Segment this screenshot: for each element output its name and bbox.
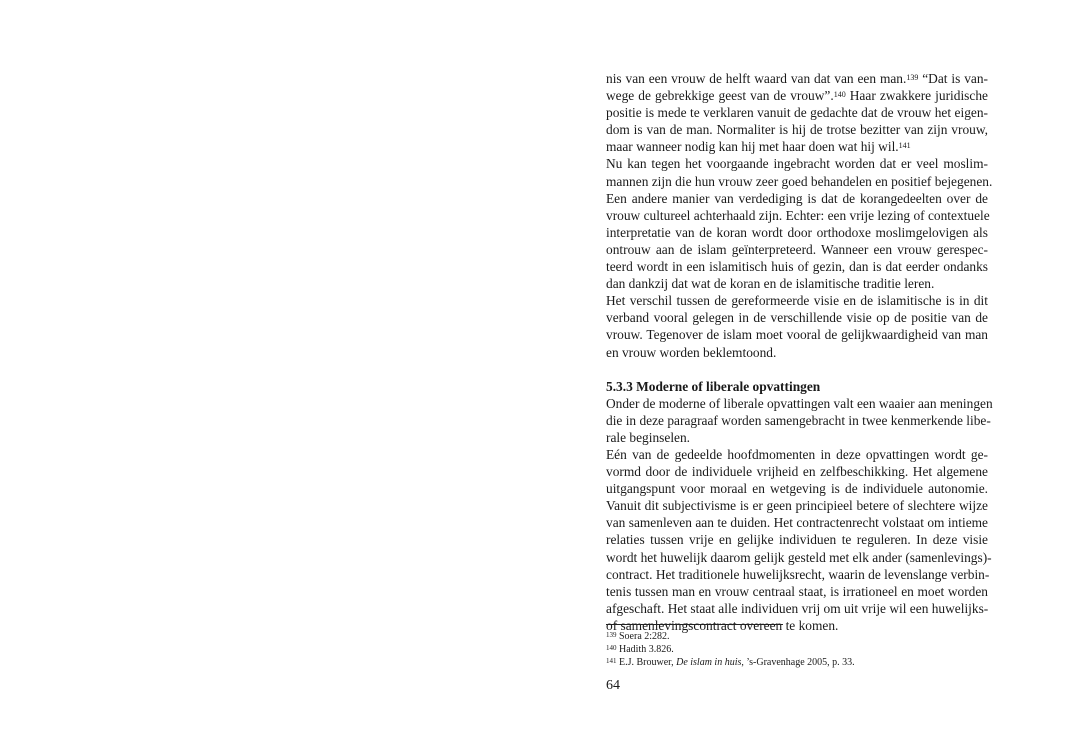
line-text: van samenleven aan te duiden. Het contractenrecht volstaat om intieme xyxy=(606,515,988,531)
line-text: Haar zwakkere juridische xyxy=(845,88,988,104)
line-text: Onder de moderne of liberale opvattingen valt een waaier aan meningen xyxy=(606,395,993,411)
line-text: vrouw. Tegenover de islam moet vooral de gelijkwaardigheid van man xyxy=(606,327,988,343)
text-line xyxy=(606,87,988,104)
text-line xyxy=(606,241,988,258)
paragraph xyxy=(606,70,988,155)
footnote xyxy=(606,630,988,643)
text-line xyxy=(606,190,988,207)
text-line xyxy=(606,583,988,600)
text-line xyxy=(606,224,988,241)
line-text: positie is mede te verklaren vanuit de gedachte dat de vrouw het eigen- xyxy=(606,105,988,121)
section-heading: 5.3.3 Moderne of liberale opvattingen xyxy=(606,378,821,394)
line-text: Vanuit dit subjectivisme is er geen principieel betere of slechtere wijze xyxy=(606,498,988,514)
line-text: contract. Het traditionele huwelijksrecht, waarin de levenslange verbin- xyxy=(606,566,990,582)
text-line xyxy=(606,173,993,190)
text-line xyxy=(606,70,988,87)
section-gap xyxy=(606,361,988,378)
line-text: relaties tussen vrije en gelijke individuen te reguleren. In deze visie xyxy=(606,532,988,548)
text-line xyxy=(606,258,988,275)
footnote-ref: 140 xyxy=(833,90,846,100)
line-text: dan dankzij dat wat de koran en de islamitische traditie leren. xyxy=(606,276,935,292)
text-line xyxy=(606,514,988,531)
line-text: wordt het huwelijk daarom gelijk gesteld met elk ander (samenlevings)- xyxy=(606,549,992,565)
text-line xyxy=(606,463,988,480)
footnote-book-title: De islam in huis xyxy=(676,657,742,668)
line-text: maar wanneer nodig kan hij met haar doen wat hij wil. xyxy=(606,139,899,155)
text-line xyxy=(606,155,988,172)
text-line xyxy=(606,138,988,155)
line-text: uitgangspunt voor moraal en wetgeving is de individuele autonomie. xyxy=(606,481,988,497)
line-text: nis van een vrouw de helft waard van dat van een man. xyxy=(606,71,907,86)
footnote-ref: 139 xyxy=(906,73,919,82)
line-text: “Dat is van- xyxy=(918,71,989,86)
footnote-ref: 141 xyxy=(898,141,911,151)
page-number: 64 xyxy=(606,678,620,693)
text-line xyxy=(606,480,988,497)
footnotes xyxy=(606,630,988,669)
text-line xyxy=(606,549,992,566)
footnote xyxy=(606,656,988,669)
text-line xyxy=(606,429,988,446)
footnote-text: E.J. Brouwer, xyxy=(616,657,677,668)
line-text: die in deze paragraaf worden samengebracht in twee kenmerkende libe- xyxy=(606,412,991,428)
footnote-text: , ’s-Gravenhage 2005, p. 33. xyxy=(741,657,855,668)
line-text: verband vooral gelegen in de verschillende visie op de positie van de xyxy=(606,310,988,326)
text-line xyxy=(606,446,988,463)
text-line xyxy=(606,531,988,548)
line-text: vrouw cultureel achterhaald zijn. Echter: een vrije lezing of contextuele xyxy=(606,207,990,223)
text-line xyxy=(606,566,988,583)
line-text: teerd wordt in een islamitisch huis of gezin, dan is dat eerder ondanks xyxy=(606,259,988,275)
paragraph xyxy=(606,292,988,360)
line-text: Eén van de gedeelde hoofdmomenten in deze opvattingen wordt ge- xyxy=(606,446,988,462)
line-text: en vrouw worden beklemtoond. xyxy=(606,344,777,360)
footnote xyxy=(606,643,988,656)
paragraph xyxy=(606,395,993,446)
footnote-text: Soera 2:282. xyxy=(616,631,670,642)
line-text: tenis tussen man en vrouw centraal staat, is irrationeel en moet worden xyxy=(606,583,988,599)
footnote-separator xyxy=(606,624,783,625)
body-text-column xyxy=(606,70,993,634)
line-text: Een andere manier van verdediging is dat de korangedeelten over de xyxy=(606,190,988,206)
text-line xyxy=(606,275,988,292)
text-line xyxy=(606,497,988,514)
line-text: rale beginselen. xyxy=(606,429,691,445)
text-line xyxy=(606,344,988,361)
footnote-number: 141 xyxy=(606,657,617,665)
text-line xyxy=(606,600,988,617)
text-line xyxy=(606,292,988,309)
footnote-number: 140 xyxy=(606,644,617,652)
text-line xyxy=(606,121,988,138)
text-line xyxy=(606,207,988,224)
line-text: mannen zijn die hun vrouw zeer goed behandelen en positief bejegenen. xyxy=(606,173,993,189)
line-text: afgeschaft. Het staat alle individuen vrij om uit vrije wil een huwelijks- xyxy=(606,600,989,616)
text-line xyxy=(606,104,988,121)
text-line xyxy=(606,395,993,412)
paragraph xyxy=(606,446,992,634)
line-text: vormd door de individuele vrijheid en zelfbeschikking. Het algemene xyxy=(606,464,988,480)
line-text: ontrouw aan de islam geïnterpreteerd. Wanneer een vrouw gerespec- xyxy=(606,241,988,257)
footnote-number: 139 xyxy=(606,631,617,639)
text-line xyxy=(606,412,991,429)
line-text: wege de gebrekkige geest van de vrouw”. xyxy=(606,88,834,104)
text-line xyxy=(606,309,988,326)
line-text: interpretatie van de koran wordt door orthodoxe moslimgelovigen als xyxy=(606,224,988,240)
line-text: Het verschil tussen de gereformeerde visie en de islamitische is in dit xyxy=(606,293,988,309)
footnote-text: Hadith 3.826. xyxy=(616,644,674,655)
text-line xyxy=(606,326,988,343)
line-text: Nu kan tegen het voorgaande ingebracht worden dat er veel moslim- xyxy=(606,156,988,172)
line-text: dom is van de man. Normaliter is hij de trotse bezitter van zijn vrouw, xyxy=(606,122,988,138)
line-text: of samenlevingscontract overeen te komen. xyxy=(606,617,839,633)
paragraph xyxy=(606,155,993,292)
